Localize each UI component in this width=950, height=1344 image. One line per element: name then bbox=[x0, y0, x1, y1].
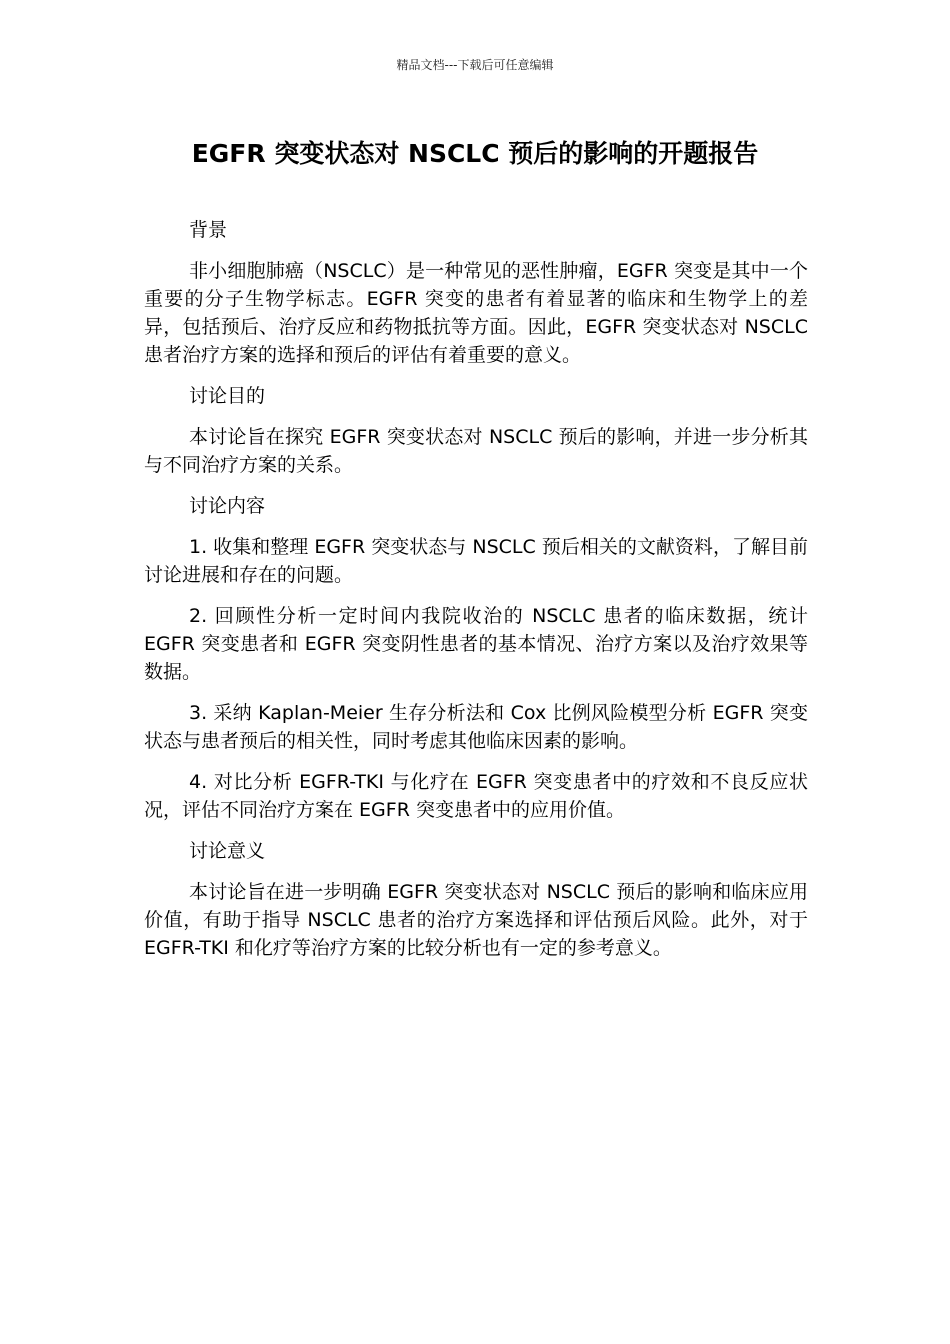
paragraph-purpose: 本讨论旨在探究 EGFR 突变状态对 NSCLC 预后的影响，并进一步分析其与不同治疗方案的关系。 bbox=[144, 426, 808, 476]
list-item: 4. 对比分析 EGFR-TKI 与化疗在 EGFR 突变患者中的疗效和不良反应状况，评估不同治疗方案在 EGFR 突变患者中的应用价值。 bbox=[144, 771, 808, 821]
section-heading-content: 讨论内容 bbox=[189, 495, 266, 517]
section-heading-significance: 讨论意义 bbox=[189, 840, 266, 862]
list-item: 1. 收集和整理 EGFR 突变状态与 NSCLC 预后相关的文献资料，了解目前讨论进展和存在的问题。 bbox=[144, 536, 808, 586]
paragraph-background: 非小细胞肺癌（NSCLC）是一种常见的恶性肿瘤，EGFR 突变是其中一个重要的分子生物学标志。EGFR 突变的患者有着显著的临床和生物学上的差异，包括预后、治疗反应和药物抵抗等方面。因此，EGFR 突变状态对 NSCLC 患者治疗方案的选择和预后的评估有着重要的意义。 bbox=[144, 260, 808, 366]
section-heading-background: 背景 bbox=[189, 219, 228, 241]
document-body bbox=[144, 216, 808, 975]
paragraph-significance: 本讨论旨在进一步明确 EGFR 突变状态对 NSCLC 预后的影响和临床应用价值，有助于指导 NSCLC 患者的治疗方案选择和评估预后风险。此外，对于 EGFR-TKI 和化疗等治疗方案的比较分析也有一定的参考意义。 bbox=[144, 881, 808, 959]
list-item: 2. 回顾性分析一定时间内我院收治的 NSCLC 患者的临床数据，统计 EGFR 突变患者和 EGFR 突变阴性患者的基本情况、治疗方案以及治疗效果等数据。 bbox=[144, 605, 808, 683]
header-note: 精品文档---下载后可任意编辑 bbox=[396, 58, 554, 72]
document-title: EGFR 突变状态对 NSCLC 预后的影响的开题报告 bbox=[191, 139, 759, 168]
section-heading-purpose: 讨论目的 bbox=[189, 385, 266, 407]
list-item: 3. 采纳 Kaplan-Meier 生存分析法和 Cox 比例风险模型分析 EGFR 突变状态与患者预后的相关性，同时考虑其他临床因素的影响。 bbox=[144, 702, 808, 752]
